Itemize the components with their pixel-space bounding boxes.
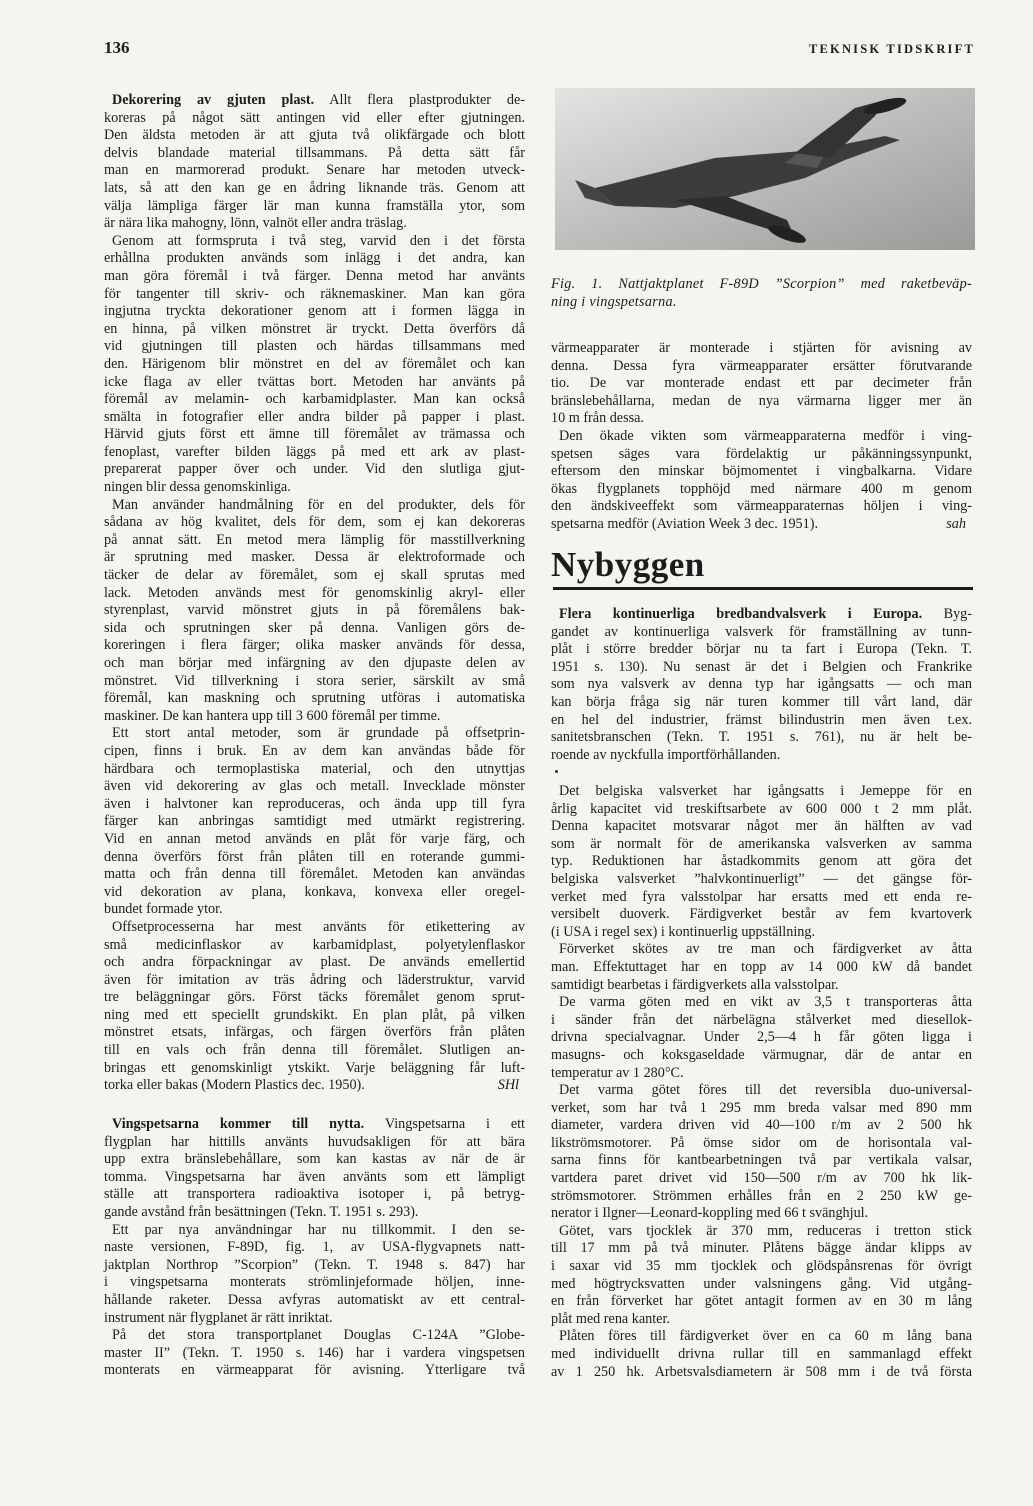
text-line [551,712,972,730]
line-text: Genom att formspruta i två steg, varvid den i det första [112,232,525,249]
text-line [104,796,525,814]
line-text: smälta in fotografier eller andra bilder på papper i plast. [104,408,525,425]
line-text: på annat sätt. En metod mera lämplig för masstillverkning [104,531,525,548]
text-line [551,1065,972,1083]
line-text: lack. Metoden används mest för genomskinlig akryl- eller [104,584,525,601]
text-line [104,989,525,1007]
paragraph [104,92,525,233]
line-text: tio. De var monterade endast ett par decimeter från [551,375,972,392]
line-text: gandet av kontinuerliga valsverk för framställning av tunn- [551,623,972,640]
line-text: och man börjar med infärgning av den djupaste delen av [104,655,525,671]
article-rolling-mills-intro [551,606,972,764]
line-text: vid gjutningen till plasten och härdas tillsammans med [104,338,525,355]
line-text: cipen, finns i bruk. En av dem kan användas både för [104,742,525,759]
text-line [104,585,525,603]
text-line [551,1276,972,1294]
text-line [104,708,525,726]
line-text: en hel del industrier, främst bilindustrin men även t.ex. [551,711,972,728]
line-text: spetsarna medför (Aviation Week 3 dec. 1951). [551,515,819,532]
line-text: små medicinflaskor av karbamidplast, polyetylenflaskor [104,936,525,953]
line-text: årlig kapacitet vid treskiftsarbete av 600 000 t 2 mm plåt. [551,800,972,817]
text-line [551,1152,972,1170]
article-wingtips-continued [551,340,972,534]
text-line [551,1205,972,1223]
line-text: av 1 250 hk. Arbetsvalsdiametern är 508 mm i de två första [551,1363,972,1380]
text-line [551,818,972,836]
text-line [104,725,525,743]
text-line [104,972,525,990]
line-text: styrenplast, varvid mönstret gjuts in på föremålens bak- [104,602,525,619]
line-text: preparerat papper över och under. Vid den slutliga gjut- [104,461,525,478]
text-line [104,514,525,532]
text-line [551,1293,972,1311]
stray-dot [555,770,558,773]
text-line [104,1116,525,1134]
text-line [104,374,525,392]
text-line [551,1135,972,1153]
line-text: med individuellt drivna rullar till en sammanlagd effekt [551,1346,972,1362]
line-text: och andra förpackningar av plast. De används emellertid [104,954,525,971]
text-line [551,941,972,959]
line-text: Götet, vars tjocklek är 370 mm, reduceras i tretton stick [559,1222,972,1239]
text-line [104,1310,525,1328]
text-line [551,871,972,889]
line-text: denna. Dessa fyra värmeapparater ersätter förutvarande [551,357,972,374]
line-text: verket, som har två 1 295 mm breda valsar med 890 mm [551,1099,972,1116]
text-line [104,1024,525,1042]
text-line [104,1239,525,1257]
text-line [104,1204,525,1222]
text-line [104,1060,525,1078]
line-text: temperatur av 1 280°C. [551,1064,684,1081]
paragraph [104,233,525,497]
line-text: även i halvtoner kan reproduceras, och ända upp till fyra [104,795,525,812]
text-line [104,110,525,128]
line-text: Plåten föres till färdigverket över en ca 60 m lång bana [559,1328,972,1345]
paragraph [551,994,972,1082]
text-line [104,761,525,779]
text-line [551,463,972,481]
line-text: ningen blir dessa genomskinliga. [104,479,291,496]
text-line [551,889,972,907]
text-line [104,356,525,374]
line-text: 10 m från dessa. [551,410,644,427]
caption-line: Fig. 1. Nattjaktplanet F-89D ”Scorpion” med raketbeväp- [551,276,972,292]
line-text: jaktplan Northrop ”Scorpion” (Tekn. T. 1948 s. 847) har [104,1256,525,1273]
line-text: mönstret. Vid tillverkning i stora serier, särskilt av små [104,672,525,689]
line-text: Offsetprocesserna har mest använts för etikettering av [112,918,525,935]
line-text: man en marmorerad produkt. Senare har metoden utveck- [104,162,525,179]
line-text: eftersom den minskar böjmomentet i vingbalkarna. Vidare [551,463,972,480]
line-text: koreringen i flera färger; olika masker används för dessa, [104,637,525,654]
line-text: man göra föremål i två färger. Denna metod har använts [104,267,525,284]
text-line [104,497,525,515]
line-text: Förverket skötes av tre man och färdigverket av åtta [559,941,972,958]
text-line [104,391,525,409]
text-line [104,849,525,867]
line-text: diameter, vardera driven vid 40—100 r/m av 2 500 hk [551,1117,972,1134]
text-line [551,906,972,924]
text-line [551,801,972,819]
line-text: välja lämpliga färger lär man kunna framställa ytor, som [104,197,525,214]
line-text: ning med ett speciellt grundskikt. En plan plåt, på vilken [104,1006,525,1023]
text-line [104,954,525,972]
line-text: Vingspetsarna i ett [384,1116,525,1132]
author-signature: sah [946,515,966,532]
text-line [104,937,525,955]
text-line [104,866,525,884]
paragraph [104,1222,525,1328]
line-text: föremål av melamin- och karbamidplaster. Man kan också [104,391,525,408]
text-line [551,358,972,376]
text-line [551,410,972,428]
line-text: De varma göten med en vikt av 3,5 t transporteras åtta [559,994,972,1011]
text-line [104,1151,525,1169]
line-text: i saxar vid 35 mm tjocklek och glödspånsrenas för övrigt [551,1258,972,1275]
line-text: drivna specialvagnar. Under 2,5—4 h får göten ligga i [551,1029,972,1046]
text-line [104,461,525,479]
paragraph [551,783,972,941]
text-line [104,778,525,796]
line-text: likströmsmotorer. På ömse sidor om de horisontala val- [551,1134,972,1151]
line-text: Man använder handmålning för en del produkter, dels för [112,496,525,513]
line-text: är sprutning med masker. Dessa är elektroformade och [104,549,525,566]
line-text: Härvid gjuts först ett ämne till föremålet av trämassa och [104,426,525,443]
text-line [104,901,525,919]
line-text: tre beläggningar görs. Först täcks föremålet genom sprut- [104,989,525,1006]
text-line [551,516,972,534]
text-line [551,694,972,712]
text-line [104,602,525,620]
line-text: roende av nyckfulla importförhållanden. [551,746,781,763]
line-text: värmeapparater är monterade i stjärten för avisning av [551,340,972,356]
text-line [551,393,972,411]
text-line [104,637,525,655]
section-rule [553,587,973,590]
line-text: ökas flygplanets topphöjd med närmare 400 m genom [551,480,972,497]
line-text: nerator i Ilgner—Leonard-koppling med 66 t svänghjul. [551,1205,869,1222]
text-line [551,428,972,446]
text-line [104,673,525,691]
article-title: Dekorering av gjuten plast. [112,92,315,108]
text-line [104,268,525,286]
line-text: plåt i större bredder börjar nu ta fart i Europa (Tekn. T. [551,641,972,658]
line-text: icke flaga av eller tvättas bort. Metoden har använts på [104,373,525,390]
line-text: belgiska valsverket ”halvkontinuerligt” — det gängse för- [551,870,972,887]
line-text: Denna kapacitet motsvarar något mer än hälften av vad [551,818,972,835]
author-signature: SHl [497,1077,519,1094]
text-line [551,1100,972,1118]
line-text: delvis blandade material tillsammans. På detta sätt får [104,144,525,161]
paragraph [104,1116,525,1222]
line-text: en hinna, på vilken mönstret är tryckt. Detta överförs då [104,320,525,337]
text-line [551,1223,972,1241]
text-line [104,919,525,937]
section-heading: Nybyggen [551,545,705,584]
text-line [104,215,525,233]
line-text: den. Härigenom blir mönstret en del av föremålet och kan [104,355,525,372]
text-line [551,446,972,464]
line-text: Byg- [943,606,972,622]
line-text: mönstret etsats, infärgas, och färgen överförs från plåten [104,1024,525,1041]
text-line [104,162,525,180]
text-line [104,549,525,567]
paragraph [551,941,972,994]
text-line [551,481,972,499]
line-text: är nära lika mahogny, lönn, valnöt eller andra träslag. [104,215,407,232]
line-text: Allt flera plastprodukter de- [329,92,525,108]
line-text: som är normalt för de amerikanska valsverken av samma [551,835,972,852]
line-text: en från förverket har götet antagit formen av en 30 m lång [551,1293,972,1310]
line-text: kan börja fråga sig när turen kommer till vårt land, där [551,693,972,710]
line-text: denna överförs först från plåten till en roterande gummi- [104,848,525,865]
text-line [104,1274,525,1292]
text-line [551,1012,972,1030]
text-line [551,641,972,659]
line-text: spetsen säges vara fördelaktig ur påkänningssynpunkt, [551,445,972,462]
text-line [104,92,525,110]
line-text: till en vals och från denna till föremålet. Slutligen an- [104,1042,525,1059]
line-text: strömsmotorer. Strömmen erhålles från en 2 250 kW ge- [551,1187,972,1204]
text-line [104,743,525,761]
text-line [104,303,525,321]
text-line [551,1047,972,1065]
text-line [104,127,525,145]
text-line [104,1169,525,1187]
text-line [551,977,972,995]
text-line [104,1292,525,1310]
text-line [104,444,525,462]
line-text: flygplan har hittills använts huvudsakligen för att bära [104,1133,525,1150]
text-line [104,1257,525,1275]
text-line [551,1188,972,1206]
text-line [551,1311,972,1329]
text-line [551,1082,972,1100]
line-text: till 17 mm på två minuter. Plåtens bägge ändar klipps av [551,1240,972,1257]
text-line [104,884,525,902]
line-text: vid dekoration av plana, konkava, konvexa eller oregel- [104,883,525,900]
text-line [104,1327,525,1345]
line-text: hållande raketer. Dessa avfyras automatiskt av ett central- [104,1291,525,1308]
line-text: instrument när flygplanet är rätt inriktat. [104,1309,333,1326]
paragraph [551,1223,972,1329]
line-text: ingjutna tryckta dekorationer genom att i formen lägga in [104,303,525,320]
line-text: som nya valsverk av denna typ har igångsatts — och man [551,676,972,693]
article-title: Flera kontinuerliga bredbandvalsverk i Europa. [559,606,923,622]
line-text: Ett par nya användningar har nu tillkommit. I den se- [112,1221,525,1238]
paragraph [551,1082,972,1223]
line-text: bringas ett genomskinligt ytskikt. Varje beläggning får luft- [104,1059,525,1076]
text-line [104,690,525,708]
text-line [551,1364,972,1382]
line-text: täcker de delar av föremålet, som ej skall sprutas med [104,567,525,584]
line-text: plåt med rena kanter. [551,1310,670,1327]
text-line [551,1029,972,1047]
paragraph [551,1328,972,1381]
article-rolling-mills-body [551,783,972,1381]
line-text: versibelt duoverk. Färdigverket består av fem kvartoverk [551,906,972,923]
text-line [104,180,525,198]
line-text: På det stora transportplanet Douglas C-124A ”Globe- [112,1327,525,1344]
line-text: i vingspetsarna monterats strömlinjeformade höljen, inne- [104,1274,525,1291]
line-text: Det varma götet föres till det reversibla duo-universal- [559,1082,972,1099]
text-line [551,659,972,677]
line-text: 1951 s. 130). Nu senast är det i Belgien och Frankrike [551,658,972,675]
text-line [104,426,525,444]
text-line [551,1258,972,1276]
line-text: tomma. Vingspetsarna har även använts som ett lämpligt [104,1168,525,1185]
text-line [104,831,525,849]
text-line [104,1042,525,1060]
text-line [104,409,525,427]
journal-title: TEKNISK TIDSKRIFT [808,42,975,56]
line-text: gande avstånd från besättningen (Tekn. T. 1951 s. 293). [104,1203,419,1220]
text-line [551,676,972,694]
line-text: sarna finns för kantbearbetningen två par vertikala valsar, [551,1152,972,1169]
line-text: lats, så att den kan ge en ådring liknande träs. Genom att [104,179,525,196]
text-line [104,145,525,163]
line-text: föremål, kan maskning och sprutning utföras i automatiska [104,690,525,707]
line-text: (i USA i regel sex) i kontinuerlig uppställning. [551,923,816,940]
text-line [104,479,525,497]
line-text: färger kan anbringas samtidigt med utmärkt registrering. [104,813,525,830]
line-text: verket med fyra valsstolpar har ersatts med ett enda re- [551,888,972,905]
text-line [104,655,525,673]
page-number: 136 [104,38,130,57]
line-text: även vid dekorering av glas och metall. Invecklade mönster [104,778,525,795]
line-text: ställe att transportera radioaktiva isotoper i, på betryg- [104,1186,525,1203]
line-text: sida och sprutningen sker på denna. Vanligen görs de- [104,619,525,636]
line-text: monterats en värmeapparat för avisning. Ytterligare två [104,1362,525,1379]
paragraph [104,725,525,919]
line-text: master II” (Tekn. T. 1950 s. 146) har i vardera vingspetsen [104,1344,525,1361]
article-wingtips [104,1116,525,1380]
text-line [104,1362,525,1380]
line-text: vartdera paret drivet vid 150—500 r/m av 700 hk lik- [551,1170,972,1187]
line-text: för tangenter till skriv- och räknemaskiner. Man kan göra [104,285,525,302]
text-line [104,338,525,356]
text-line [551,1328,972,1346]
line-text: Den ökade vikten som värmeapparaterna medför i ving- [559,427,972,444]
text-line [551,606,972,624]
caption-line: ning i vingspetsarna. [551,293,677,310]
text-line [104,321,525,339]
line-text: matta och från denna till föremålet. Metoden kan användas [104,866,525,883]
line-text: den ändskiveeffekt som värmeapparaternas höljen i ving- [551,498,972,515]
text-line [104,198,525,216]
line-text: masugns- och koksgaseldade värmugnar, där de antar en [551,1046,972,1063]
text-line [551,729,972,747]
text-line [104,532,525,550]
text-line [104,1222,525,1240]
line-text: Den äldsta metoden är att gjuta två olikfärgade och blott [104,127,525,144]
paragraph [104,1327,525,1380]
text-line [104,233,525,251]
text-line [551,1346,972,1364]
text-line [104,813,525,831]
line-text: maskiner. De kan hantera upp till 3 600 föremål per timme. [104,707,441,724]
line-text: Vid en annan metod används en plåt för varje färg, och [104,830,525,847]
text-line [551,853,972,871]
figure-aircraft-photo [555,88,975,250]
line-text: sådana av hög kvalitet, dels för dem, som ej kan dekoreras [104,514,525,531]
article-plastic-decoration [104,92,525,1095]
line-text: Det belgiska valsverket har igångsatts i Jemeppe för en [559,783,972,799]
text-line [104,1345,525,1363]
line-text: naste versionen, F-89D, fig. 1, av USA-flygvapnets natt- [104,1239,525,1256]
line-text: härdbara och termoplastiska material, och den utnyttjas [104,760,525,777]
article-title: Vingspetsarna kommer till nytta. [112,1116,365,1132]
line-text: bundet formade ytor. [104,901,223,918]
text-line [551,959,972,977]
paragraph [551,428,972,534]
text-line [551,1170,972,1188]
line-text: i sänder från det närbelägna stålverket med diesellok- [551,1011,972,1028]
text-line [104,567,525,585]
line-text: koreras på något sätt antingen vid eller efter gjutningen. [104,109,525,126]
line-text: typ. Reduktionen har åstadkommits genom att göra det [551,853,972,870]
text-line [104,1186,525,1204]
line-text: torka eller bakas (Modern Plastics dec. 1950). [104,1077,365,1094]
paragraph [551,606,972,764]
line-text: även för imitation av träs ådring och läderstruktur, varvid [104,971,525,988]
text-line [104,250,525,268]
text-line [104,1007,525,1025]
line-text: upp extra bränslebehållare, som kan kastas av när de är [104,1151,525,1168]
line-text: sanitetsbranschen (Tekn. T. 1951 s. 761), nu är helt be- [551,729,972,746]
line-text: erhållna produkten används som inlägg i det andra, kan [104,250,525,267]
text-line [551,498,972,516]
line-text: med högtrycksvatten under valsningens gång. Vid utgång- [551,1275,972,1292]
text-line [551,375,972,393]
text-line [104,286,525,304]
paragraph [551,340,972,428]
line-text: Ett stort antal metoder, som är grundade på offsetprin- [112,725,525,742]
text-line [551,1240,972,1258]
text-line [551,836,972,854]
paragraph [104,919,525,1095]
line-text: man. Effektuttaget har en topp av 14 000 kW då bandet [551,958,972,975]
text-line [104,620,525,638]
text-line [104,1134,525,1152]
text-line [551,783,972,801]
text-line [551,624,972,642]
paragraph [104,497,525,726]
text-line [104,1077,525,1095]
text-line [551,747,972,765]
line-text: samtidigt bearbetas i färdigverkets alla valsstolpar. [551,976,839,993]
line-text: bränslebehållarna, medan de nya värmarna ligger mer än [551,392,972,409]
text-line [551,340,972,358]
jet-aircraft-image [555,88,975,250]
text-line [551,924,972,942]
text-line [551,994,972,1012]
line-text: fenoplast, varefter bilden läggs på med ett ark av plast- [104,443,525,460]
text-line [551,1117,972,1135]
figure-caption [551,276,972,311]
